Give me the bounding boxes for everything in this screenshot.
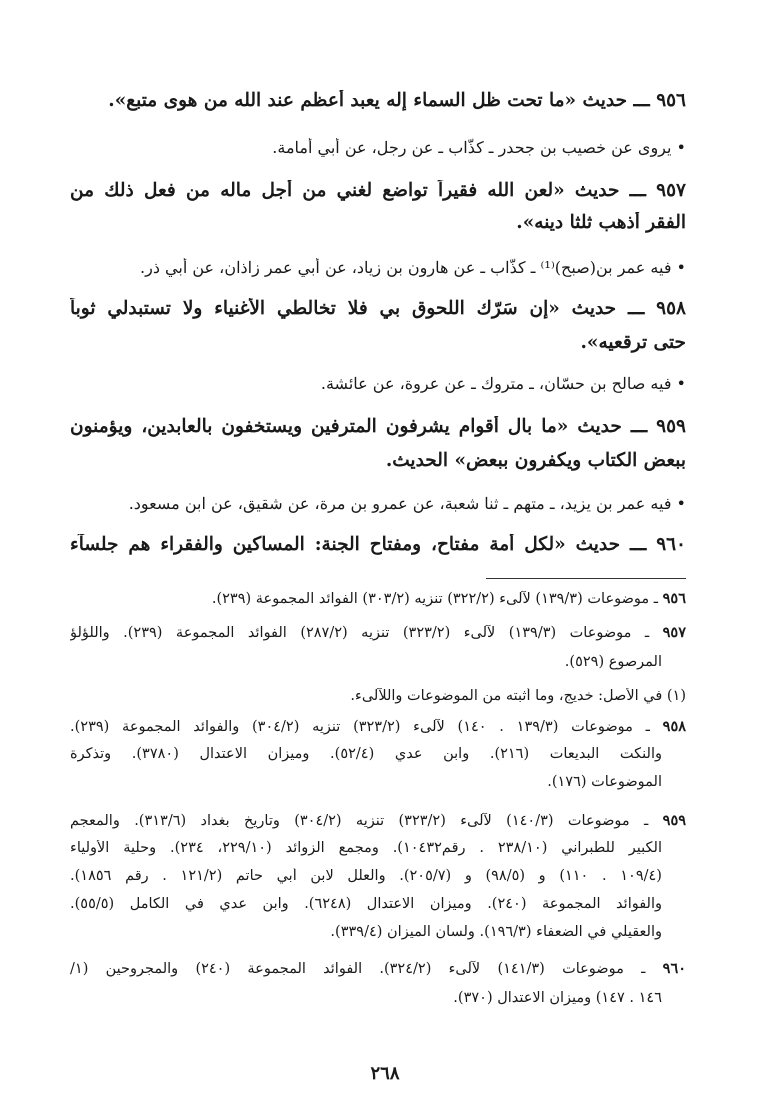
footnote-text: والفوائد المجموعة (٢٤٠). وميزان الاعتدال (٦٢٤٨). وابن عدي في الكامل (٥٥/٥). bbox=[70, 896, 662, 912]
hadith-text: حتى ترقعيه». bbox=[580, 332, 686, 353]
footnote-958-line-1: ٩٥٨ ـ موضوعات (١٣٩/٣ . ١٤٠) لآلىء (٣٢٣/٢) تنزيه (٣٠٤/٢) والفوائد المجموعة (٢٣٩). bbox=[70, 718, 686, 735]
hadith-text: حديث «ما تحت ظل السماء إله يعبد أعظم عند الله من هوى متبع». bbox=[108, 90, 628, 111]
hadith-959-line-1: ٩٥٩ ـــ حديث «ما بال أقوام يشرفون المترفين ويستخفون بالعابدين، ويؤمنون bbox=[70, 416, 686, 437]
hadith-text: حديث «لكل أمة مفتاح، ومفتاح الجنة: المساكين والفقراء هم جلسآء bbox=[70, 534, 621, 555]
footnote-957-line-2 bbox=[70, 654, 662, 670]
hadith-text: الفقر أذهب ثلثا دينه». bbox=[516, 212, 686, 233]
footnote-text: موضوعات (١٤١/٣) لآلىء (٣٢٤/٢). الفوائد المجموعة (٢٤٠) والمجروحين (١/ bbox=[70, 961, 624, 977]
footnote-959-line-3 bbox=[70, 868, 662, 884]
hadith-956-line-1: ٩٥٦ ـــ حديث «ما تحت ظل السماء إله يعبد أعظم عند الله من هوى متبع». bbox=[108, 90, 686, 111]
hadith-960-line-1: ٩٦٠ ـــ حديث «لكل أمة مفتاح، ومفتاح الجنة: المساكين والفقراء هم جلسآء bbox=[70, 534, 686, 555]
footnote-number: ٩٥٧ bbox=[662, 624, 686, 641]
hadith-number: ٩٦٠ bbox=[656, 534, 686, 555]
footnote-959-line-5 bbox=[70, 924, 662, 940]
footnote-text: (١) في الأصل: خديج، وما أثبته من الموضوعات واللآلىء. bbox=[350, 688, 686, 704]
page-number: ٢٦٨ bbox=[370, 1063, 400, 1084]
footnote-956: ٩٥٦ ـ موضوعات (١٣٩/٣) لآلىء (٣٢٢/٢) تنزيه (٣٠٣/٢) الفوائد المجموعة (٢٣٩). bbox=[211, 590, 686, 607]
hadith-959-line-2 bbox=[70, 450, 686, 471]
footnote-959-line-2 bbox=[70, 840, 662, 856]
footnote-text: والعقيلي في الضعفاء (١٩٦/٣). ولسان الميزان (٣٣٩/٤). bbox=[330, 924, 662, 940]
footnote-957-line-1: ٩٥٧ ـ موضوعات (١٣٩/٣) لآلىء (٣٢٣/٢) تنزيه (٢٨٧/٢) الفوائد المجموعة (٢٣٩). واللؤلؤ bbox=[70, 624, 686, 641]
chain-text: فيه عمر بن يزيد، ـ متهم ـ ثنا شعبة، عن عمرو بن مرة، عن شقيق، عن ابن مسعود. bbox=[128, 494, 672, 513]
footnote-959-line-4 bbox=[70, 896, 662, 912]
hadith-text: حديث «ما بال أقوام يشرفون المترفين ويستخفون بالعابدين، ويؤمنون bbox=[70, 416, 622, 437]
footnote-number: ٩٥٦ bbox=[662, 590, 686, 607]
hadith-958-chain: • فيه صالح بن حسّان، ـ متروك ـ عن عروة، عن عائشة. bbox=[320, 374, 686, 393]
hadith-959-chain: • فيه عمر بن يزيد، ـ متهم ـ ثنا شعبة، عن عمرو بن مرة، عن شقيق، عن ابن مسعود. bbox=[128, 494, 686, 513]
hadith-number: ٩٥٨ bbox=[656, 298, 686, 319]
hadith-number: ٩٥٧ bbox=[656, 180, 686, 201]
hadith-956-chain: • يروى عن خصيب بن جحدر ـ كذّاب ـ عن رجل، عن أبي أُمامة. bbox=[272, 138, 686, 157]
hadith-text: حديث «إن سَرّك اللحوق بي فلا تخالطي الأغنياء ولا تستبدلي ثوباً bbox=[70, 298, 617, 319]
footnote-text: والنكت البديعات (٢١٦). وابن عدي (٥٢/٤). وميزان الاعتدال (٣٧٨٠). وتذكرة bbox=[70, 746, 662, 762]
footnote-text: موضوعات (١٤٠/٣) لآلىء (٣٢٣/٢) تنزيه (٣٠٤/٢) وتاريخ بغداد (٣١٣/٦). والمعجم bbox=[70, 813, 630, 829]
hadith-number: ٩٥٦ bbox=[656, 90, 686, 111]
footnote-958-line-3 bbox=[70, 774, 662, 790]
footnote-text: موضوعات (١٣٩/٣ . ١٤٠) لآلىء (٣٢٣/٢) تنزيه (٣٠٤/٢) والفوائد المجموعة (٢٣٩). bbox=[70, 719, 633, 735]
footnote-text: الكبير للطبراني (٢٣٨/١٠ . رقم١٠٤٣٢). ومجمع الزوائد (٢٢٩/١٠، ٢٣٤). وحلية الأولياء bbox=[70, 840, 662, 856]
hadith-958-line-1: ٩٥٨ ـــ حديث «إن سَرّك اللحوق بي فلا تخالطي الأغنياء ولا تستبدلي ثوباً bbox=[70, 298, 686, 319]
footnote-text: (١٠٩/٤ . ١١٠) و (٩٨/٥) و (٢٠٥/٧). والعلل لابن أبي حاتم (١٢١/٢ . رقم ١٨٥٦). bbox=[70, 868, 662, 884]
hadith-957-chain: • فيه عمر بن(صبح)⁽¹⁾ ـ كذّاب ـ عن هارون بن زياد، عن أبي عمر زاذان، عن أبي ذر. bbox=[140, 258, 686, 277]
footnote-960-line-2 bbox=[70, 990, 662, 1006]
chain-text: فيه صالح بن حسّان، ـ متروك ـ عن عروة، عن عائشة. bbox=[320, 374, 672, 393]
footnote-number: ٩٥٨ bbox=[662, 718, 686, 735]
footnote-text: موضوعات (١٣٩/٣) لآلىء (٣٢٣/٢) تنزيه (٢٨٧/٢) الفوائد المجموعة (٢٣٩). واللؤلؤ bbox=[70, 625, 632, 641]
footnote-marginal-1 bbox=[70, 688, 686, 704]
chain-text: يروى عن خصيب بن جحدر ـ كذّاب ـ عن رجل، عن أبي أُمامة. bbox=[272, 138, 672, 157]
hadith-957-line-2 bbox=[70, 212, 686, 233]
footnote-text: موضوعات (١٣٩/٣) لآلىء (٣٢٢/٢) تنزيه (٣٠٣/٢) الفوائد المجموعة (٢٣٩). bbox=[211, 591, 650, 607]
chain-text: فيه عمر بن(صبح)⁽¹⁾ ـ كذّاب ـ عن هارون بن زياد، عن أبي عمر زاذان، عن أبي ذر. bbox=[140, 258, 672, 277]
footnote-958-line-2 bbox=[70, 746, 662, 762]
footnote-text: المرصوع (٥٢٩). bbox=[564, 654, 662, 670]
hadith-text: حديث «لعن الله فقيراً تواضع لغني من أجل ماله من فعل ذلك من bbox=[70, 180, 620, 201]
footnote-text: ١٤٦ . ١٤٧) وميزان الاعتدال (٣٧٠). bbox=[453, 990, 662, 1006]
footnote-divider bbox=[486, 578, 686, 579]
footnote-number: ٩٦٠ bbox=[662, 960, 686, 977]
footnote-960-line-1: ٩٦٠ ـ موضوعات (١٤١/٣) لآلىء (٣٢٤/٢). الفوائد المجموعة (٢٤٠) والمجروحين (١/ bbox=[70, 960, 686, 977]
footnote-text: الموضوعات (١٧٦). bbox=[547, 774, 662, 790]
footnote-959-line-1: ٩٥٩ ـ موضوعات (١٤٠/٣) لآلىء (٣٢٣/٢) تنزيه (٣٠٤/٢) وتاريخ بغداد (٣١٣/٦). والمعجم bbox=[70, 812, 686, 829]
hadith-957-line-1: ٩٥٧ ـــ حديث «لعن الله فقيراً تواضع لغني من أجل ماله من فعل ذلك من bbox=[70, 180, 686, 201]
hadith-number: ٩٥٩ bbox=[656, 416, 686, 437]
footnote-number: ٩٥٩ bbox=[662, 812, 686, 829]
hadith-text: ببعض الكتاب ويكفرون ببعض» الحديث. bbox=[385, 450, 686, 471]
hadith-958-line-2 bbox=[70, 332, 686, 353]
